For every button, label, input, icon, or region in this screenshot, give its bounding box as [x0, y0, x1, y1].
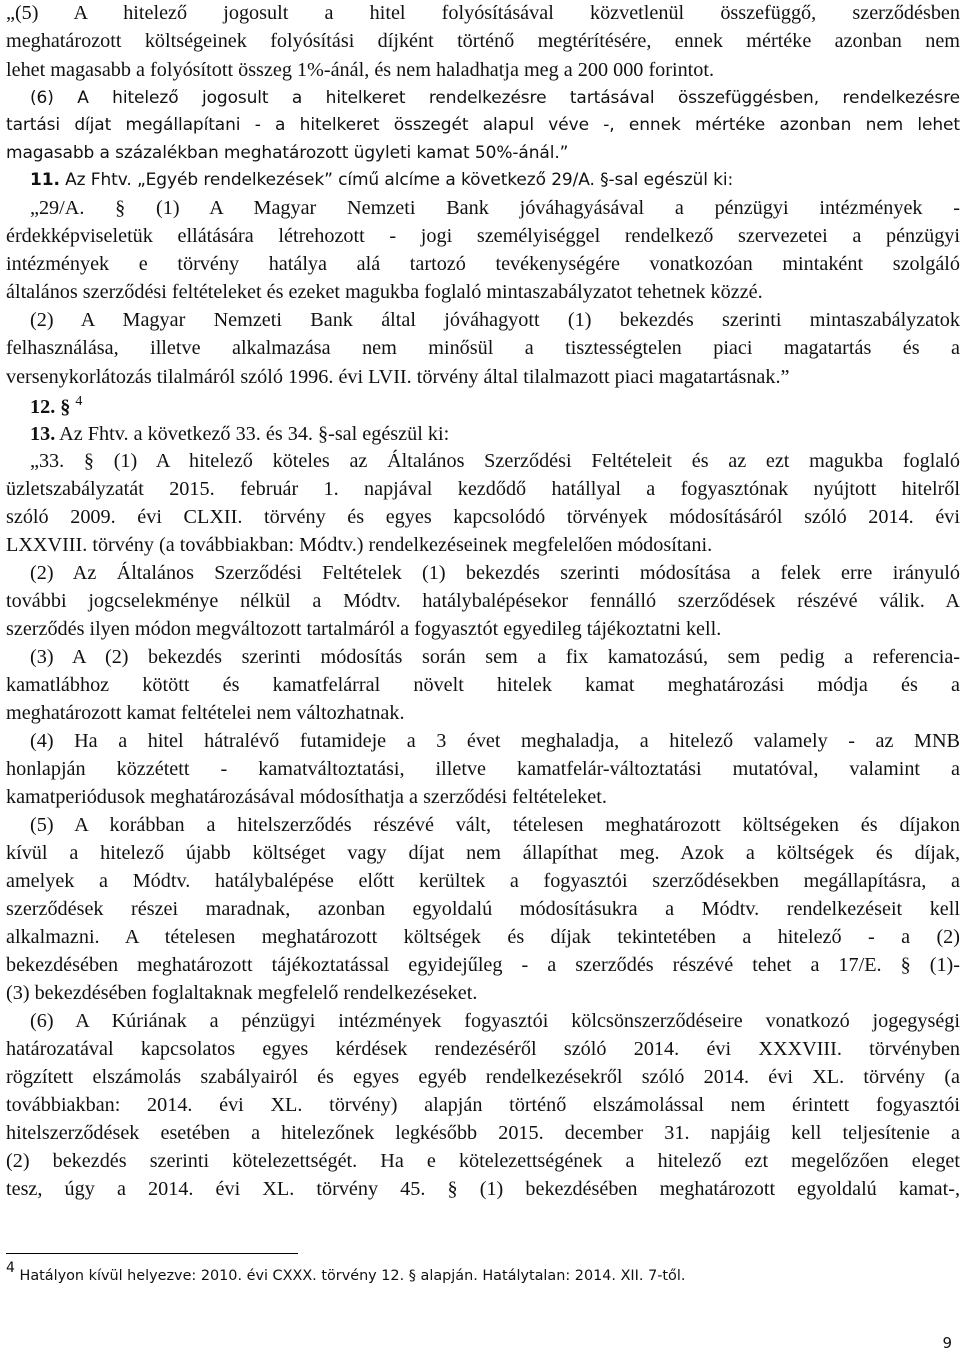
text-line: (5) A korábban a hitelszerződés részévé vált, tételesen meghatározott költségeken és díjakon [30, 814, 960, 836]
text-line: „33. § (1) A hitelező köteles az Általános Szerződési Feltételeit és az ezt magukba foglaló [30, 450, 960, 472]
section-heading-13: 13. Az Fhtv. a következő 33. és 34. §-sal egészül ki: [30, 423, 450, 445]
text-line: (4) Ha a hitel hátralévő futamideje a 3 évet meghaladja, a hitelező valamely - az MNB [30, 730, 960, 752]
text-line: (2) bekezdés szerinti kötelezettségét. Ha e kötelezettségének a hitelező ezt megelőzően eleget [6, 1150, 960, 1172]
text-line: meghatározott költségeinek folyósítási díjként történő megtérítésére, ennek mértéke azonban nem [6, 30, 960, 52]
text-line: amelyek a Módtv. hatálybalépése előtt kerültek a fogyasztói szerződésekben megállapításra, a [6, 870, 960, 892]
text-line: LXXVIII. törvény (a továbbiakban: Módtv.) rendelkezéseinek megfelelően módosítani. [6, 534, 713, 556]
text-line: intézmények e törvény hatálya alá tartozó tevékenységére vonatkozóan mintaként szolgáló [6, 253, 960, 275]
section-number: 13. [30, 423, 56, 445]
text-line: „29/A. § (1) A Magyar Nemzeti Bank jóváhagyásával a pénzügyi intézmények - [30, 197, 960, 219]
section-heading-11: 11. Az Fhtv. „Egyéb rendelkezések” című alcíme a következő 29/A. §-sal egészül ki: [30, 170, 734, 190]
text-line: bekezdésében meghatározott tájékoztatással egyidejűleg - a szerződés részévé tehet a 17/E. § (1)- [6, 954, 960, 976]
text-line: hitelszerződések esetében a hitelezőnek legkésőbb 2015. december 31. napjáig kell teljesítenie a [6, 1122, 960, 1144]
page-number: 9 [942, 1334, 952, 1352]
text-line: szóló 2009. évi CLXII. törvény és egyes kapcsolódó törvények módosításáról szóló 2014. évi [6, 506, 960, 528]
text-line: „(5) A hitelező jogosult a hitel folyósításával közvetlenül összefüggő, szerződésben [6, 2, 960, 24]
footnote-marker: 4 [6, 1260, 15, 1276]
section-number: 11. [30, 170, 60, 190]
section-number: 12. [30, 396, 56, 418]
text-line: tesz, úgy a 2014. évi XL. törvény 45. § (1) bekezdésében meghatározott egyoldalú kamat-, [6, 1178, 960, 1200]
text-line: alkalmazni. A tételesen meghatározott költségek és díjak tekintetében a hitelező - a (2) [6, 926, 960, 948]
text-line: üzletszabályzatát 2015. február 1. napjával kezdődő hatállyal a fogyasztónak nyújtott hitelről [6, 478, 960, 500]
text-line: felhasználása, illetve alkalmazása nem minősül a tisztességtelen piaci magatartás és a [6, 337, 960, 359]
footnote-ref: 4 [75, 394, 83, 409]
section-heading-12: 12. § $^4$ [30, 394, 83, 418]
text-line: (6) A hitelező jogosult a hitelkeret rendelkezésre tartásával összefüggésben, rendelkezésre [30, 88, 960, 108]
text-line: további jogcselekménye nélkül a Módtv. hatálybalépésekor fennálló szerződések részévé válik. A [6, 590, 960, 612]
text-line: szerződés ilyen módon megváltozott tartalmáról a fogyasztót egyedileg tájékoztatni kell. [6, 618, 722, 640]
text-line: kamatlábhoz kötött és kamatfelárral növelt hitelek kamat meghatározási módja és a [6, 674, 960, 696]
text-line: meghatározott kamat feltételei nem változhatnak. [6, 702, 405, 724]
text-line: (3) A (2) bekezdés szerinti módosítás során sem a fix kamatozású, sem pedig a referencia- [30, 646, 960, 668]
text-line: rögzített elszámolás szabályairól és egyes egyéb rendelkezésekről szóló 2014. évi XL. törvény (a [6, 1066, 960, 1088]
text-line: kamatperiódusok meghatározásával módosíthatja a szerződési feltételeket. [6, 786, 607, 808]
text-line: (3) bekezdésében foglaltaknak megfelelő rendelkezéseket. [6, 982, 478, 1004]
text-line: honlapján közzétett - kamatváltoztatási, illetve kamatfelár-változtatási mutatóval, valamint a [6, 758, 960, 780]
footnote [6, 1260, 686, 1286]
text-line: határozatával kapcsolatos egyes kérdések rendezéséről szóló 2014. évi XXXVIII. törvényben [6, 1038, 960, 1060]
text-line: lehet magasabb a folyósított összeg 1%-ánál, és nem haladhatja meg a 200 000 forintot. [6, 59, 715, 81]
text-line: továbbiakban: 2014. évi XL. törvény) alapján történő elszámolással nem érintett fogyasztói [6, 1094, 960, 1116]
text-line: (2) Az Általános Szerződési Feltételek (1) bekezdés szerinti módosítása a felek erre irányuló [30, 562, 960, 584]
text-line: érdekképviseletük ellátására létrehozott - jogi személyiséggel rendelkező szervezetei a pénzügyi [6, 225, 960, 247]
text-line: általános szerződési feltételeket és ezeket magukba foglaló mintaszabályzatot tehetnek közzé. [6, 281, 763, 303]
text-line: szerződések részei maradnak, azonban egyoldalú módosításukra a Módtv. rendelkezéseit kell [6, 898, 960, 920]
footnote-divider [6, 1253, 298, 1254]
text-line: versenykorlátozás tilalmáról szóló 1996. évi LVII. törvény által tilalmazott piaci magatartásnak.” [6, 366, 790, 388]
text-line: (6) A Kúriának a pénzügyi intézmények fogyasztói kölcsönszerződéseire vonatkozó jogegységi [30, 1010, 960, 1032]
text-line: magasabb a százalékban meghatározott ügyleti kamat 50%-ánál.” [6, 143, 569, 163]
footnote-text: Hatályon kívül helyezve: 2010. évi CXXX. törvény 12. § alapján. Hatálytalan: 2014. XII. 7-től. [19, 1268, 686, 1284]
text-line: kívül a hitelező újabb költséget vagy díjat nem állapíthat meg. Azok a költségek és díjak, [6, 842, 960, 864]
text-line: (2) A Magyar Nemzeti Bank által jóváhagyott (1) bekezdés szerinti mintaszabályzatok [30, 309, 960, 331]
text-line: tartási díjat megállapítani - a hitelkeret összegét alapul véve -, ennek mértéke azonban nem lehet [6, 115, 960, 135]
